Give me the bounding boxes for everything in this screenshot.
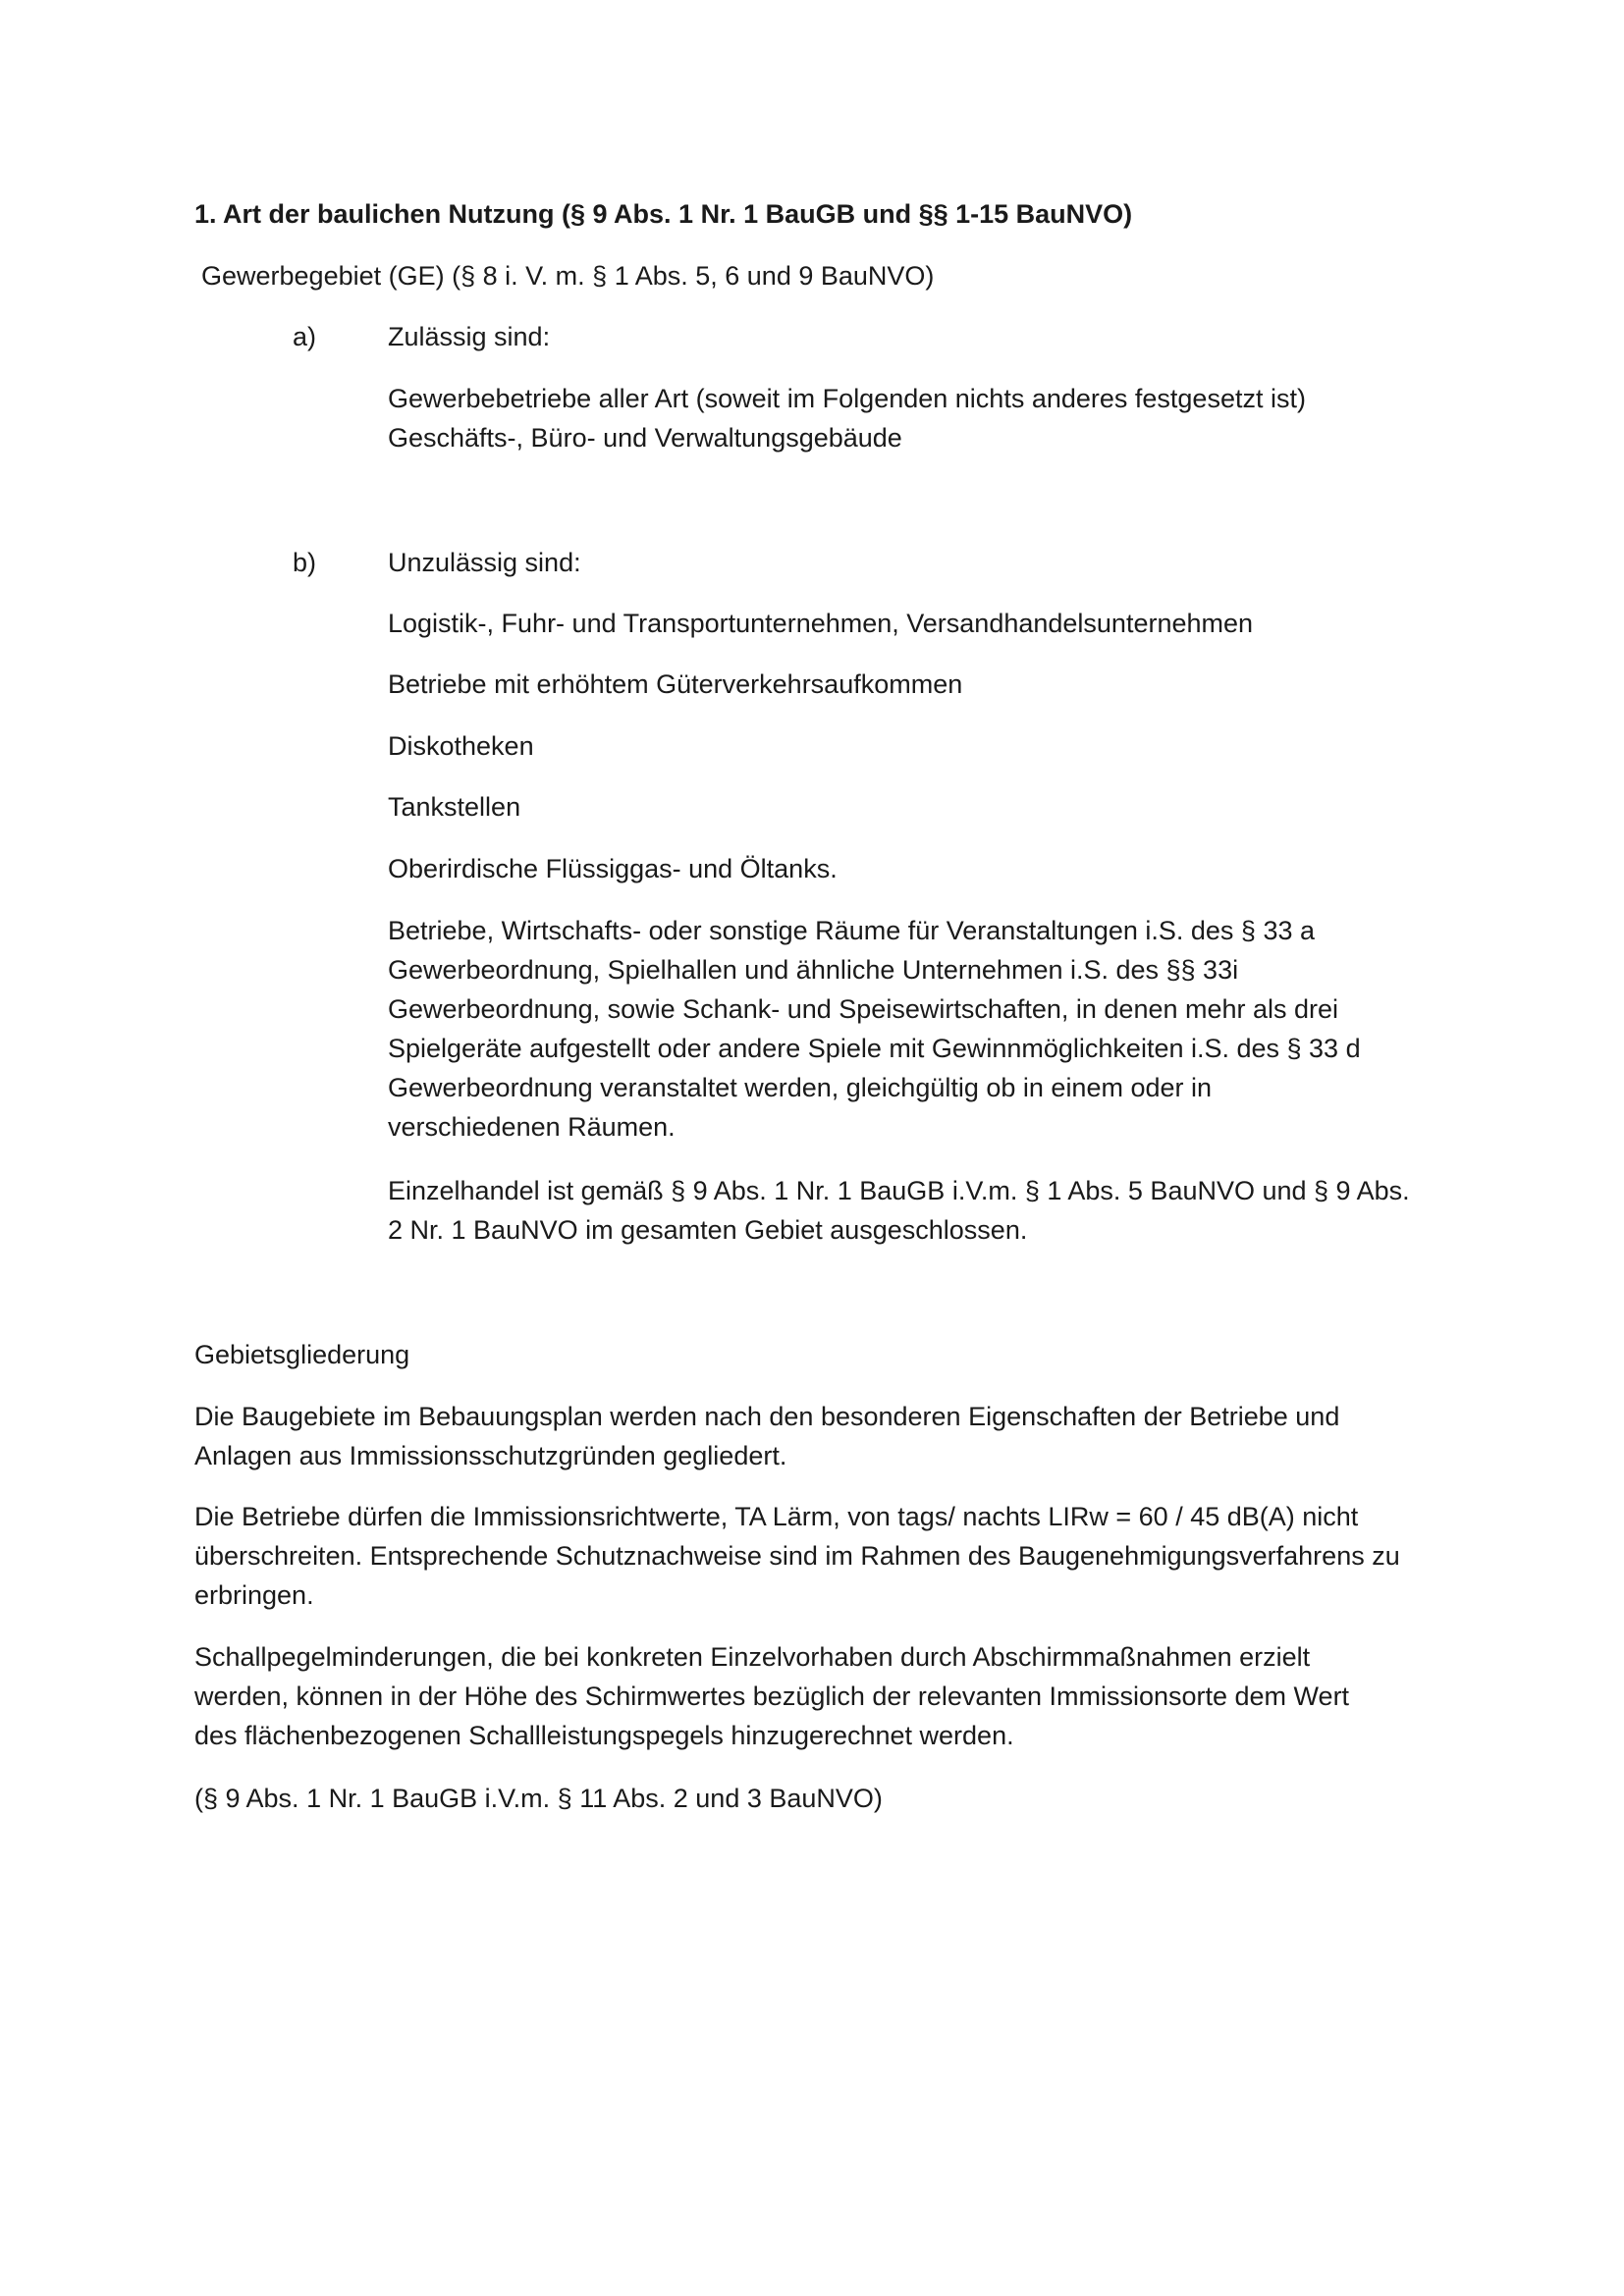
paragraph-line: Spielgeräte aufgestellt oder andere Spiele mit Gewinnmöglichkeiten i.S. des § 33 d xyxy=(388,1034,1361,1063)
unzulaessig-item: Betriebe mit erhöhtem Güterverkehrsaufkommen xyxy=(388,669,963,699)
paragraph-line: 2 Nr. 1 BauNVO im gesamten Gebiet ausgeschlossen. xyxy=(388,1215,1028,1245)
unzulaessig-item: Diskotheken xyxy=(388,731,534,761)
marker-a: a) xyxy=(293,322,317,351)
unzulaessig-title: Unzulässig sind: xyxy=(388,548,581,577)
paragraph-line: Gewerbeordnung, sowie Schank- und Speisewirtschaften, in denen mehr als drei xyxy=(388,994,1339,1024)
gebiet-type: Gewerbegebiet (GE) (§ 8 i. V. m. § 1 Abs. 5, 6 und 9 BauNVO) xyxy=(201,261,935,291)
marker-b: b) xyxy=(293,548,317,577)
paragraph-line: Anlagen aus Immissionsschutzgründen gegliedert. xyxy=(194,1441,787,1470)
unzulaessig-item: Logistik-, Fuhr- und Transportunternehmen, Versandhandelsunternehmen xyxy=(388,609,1254,638)
einzelhandel-paragraph xyxy=(388,1171,1448,1250)
paragraph-line: verschiedenen Räumen. xyxy=(388,1112,676,1142)
paragraph-line: Einzelhandel ist gemäß § 9 Abs. 1 Nr. 1 BauGB i.V.m. § 1 Abs. 5 BauNVO und § 9 Abs. xyxy=(388,1176,1410,1205)
paragraph-line: Gewerbeordnung, Spielhallen und ähnliche Unternehmen i.S. des §§ 33i xyxy=(388,955,1239,985)
paragraph-line: Gewerbeordnung veranstaltet werden, gleichgültig ob in einem oder in xyxy=(388,1073,1213,1102)
legal-reference: (§ 9 Abs. 1 Nr. 1 BauGB i.V.m. § 11 Abs. 2 und 3 BauNVO) xyxy=(194,1784,883,1813)
veranstaltungen-paragraph xyxy=(388,911,1448,1147)
unzulaessig-item: Oberirdische Flüssiggas- und Öltanks. xyxy=(388,854,838,883)
zulaessig-list xyxy=(388,379,1448,457)
gliederung-paragraph-1 xyxy=(194,1397,1461,1475)
paragraph-line: werden, können in der Höhe des Schirmwertes bezüglich der relevanten Immissionsorte dem Wert xyxy=(194,1682,1350,1711)
paragraph-line: des flächenbezogenen Schallleistungspegels hinzugerechnet werden. xyxy=(194,1721,1014,1750)
gliederung-paragraph-2 xyxy=(194,1497,1461,1615)
paragraph-line: überschreiten. Entsprechende Schutznachweise sind im Rahmen des Baugenehmigungsverfahrens zu xyxy=(194,1541,1400,1571)
paragraph-line: erbringen. xyxy=(194,1580,314,1610)
paragraph-line: Betriebe, Wirtschafts- oder sonstige Räume für Veranstaltungen i.S. des § 33 a xyxy=(388,916,1315,945)
gliederung-title: Gebietsgliederung xyxy=(194,1340,410,1369)
paragraph-line: Die Baugebiete im Bebauungsplan werden nach den besonderen Eigenschaften der Betriebe und xyxy=(194,1402,1340,1431)
zulaessig-line: Gewerbebetriebe aller Art (soweit im Folgenden nichts anderes festgesetzt ist) xyxy=(388,384,1306,413)
zulaessig-title: Zulässig sind: xyxy=(388,322,551,351)
gliederung-paragraph-3 xyxy=(194,1637,1461,1755)
paragraph-line: Die Betriebe dürfen die Immissionsrichtwerte, TA Lärm, von tags/ nachts LIRw = 60 / 45 dB(A) nicht xyxy=(194,1502,1359,1531)
zulaessig-line: Geschäfts-, Büro- und Verwaltungsgebäude xyxy=(388,423,902,453)
section-heading: 1. Art der baulichen Nutzung (§ 9 Abs. 1 Nr. 1 BauGB und §§ 1-15 BauNVO) xyxy=(194,199,1133,229)
unzulaessig-item: Tankstellen xyxy=(388,792,521,822)
paragraph-line: Schallpegelminderungen, die bei konkreten Einzelvorhaben durch Abschirmmaßnahmen erzielt xyxy=(194,1642,1311,1672)
